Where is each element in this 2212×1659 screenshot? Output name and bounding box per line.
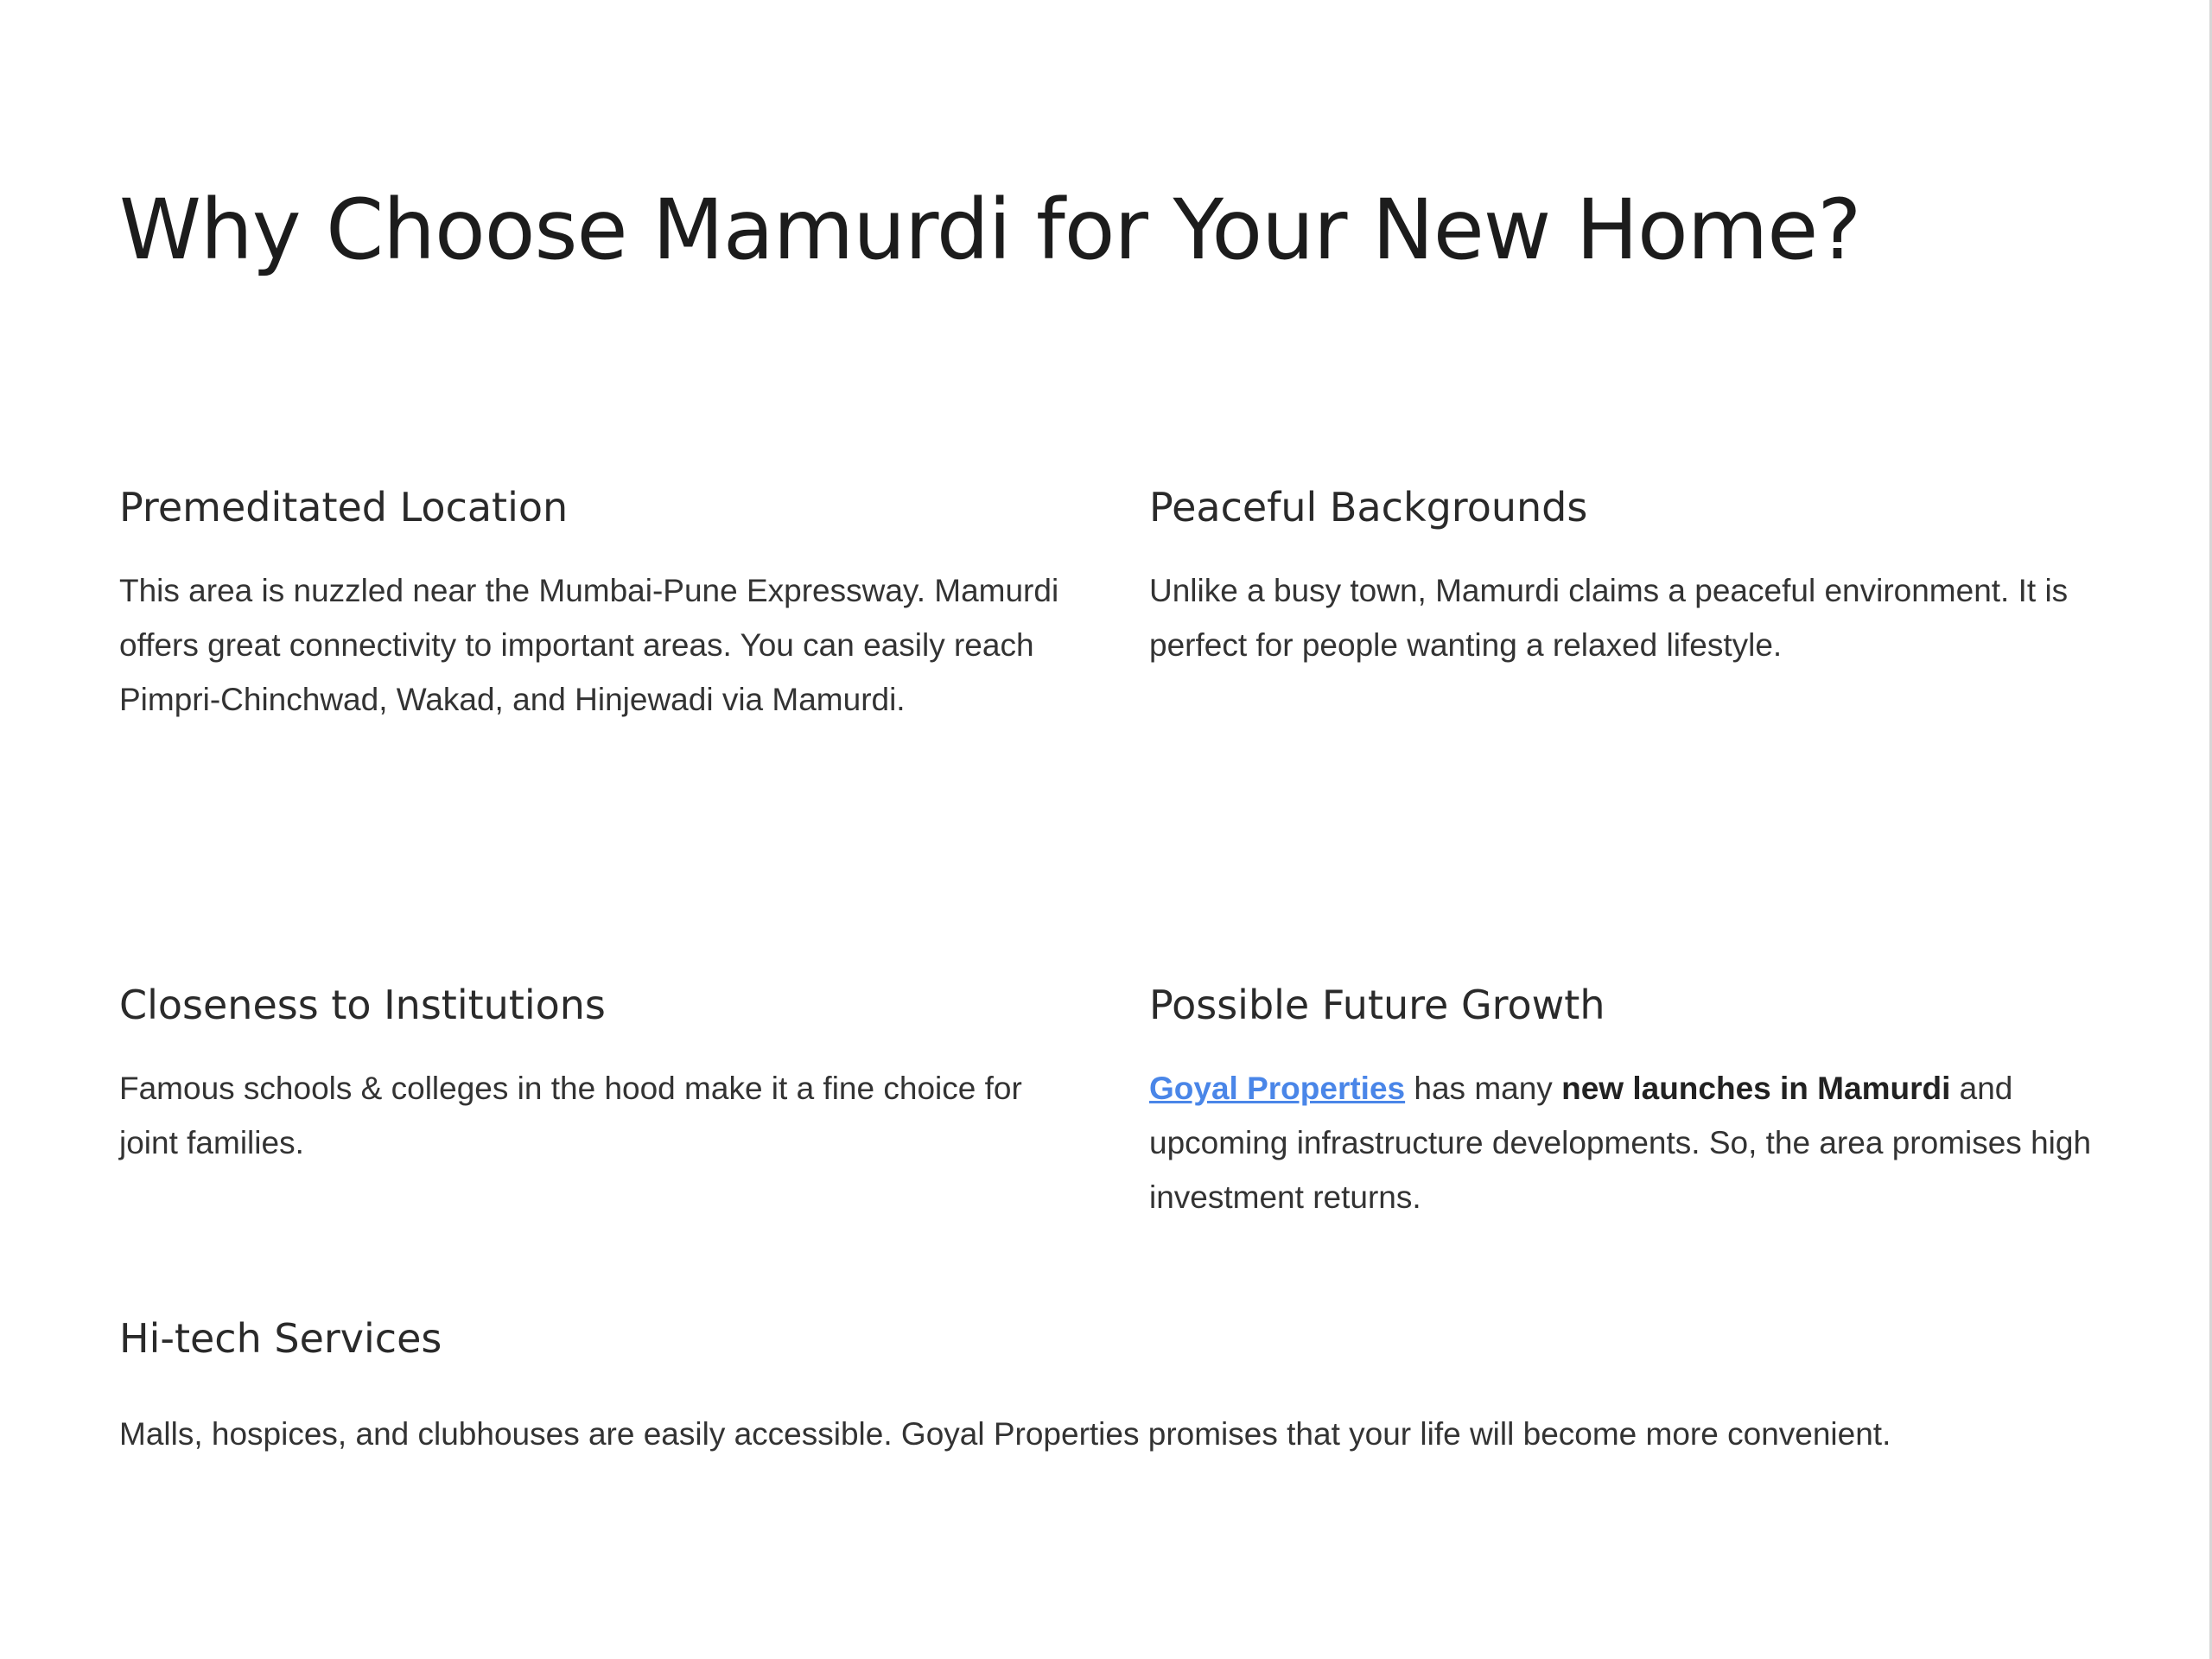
feature-peaceful-backgrounds	[1149, 484, 2117, 672]
feature-hi-tech-services	[119, 1315, 2141, 1461]
feature-text: Malls, hospices, and clubhouses are easily accessible. Goyal Properties promises that your life will become more convenient.	[119, 1416, 1891, 1452]
goyal-properties-link[interactable]: Goyal Properties	[1149, 1071, 1406, 1106]
feature-text-part: has many	[1405, 1071, 1562, 1106]
feature-possible-future-growth	[1149, 982, 2117, 1224]
feature-heading: Closeness to Institutions	[119, 982, 606, 1028]
feature-heading: Peaceful Backgrounds	[1149, 484, 1588, 531]
page-title: Why Choose Mamurdi for Your New Home?	[119, 181, 1861, 278]
feature-heading: Possible Future Growth	[1149, 982, 1605, 1028]
feature-heading: Premeditated Location	[119, 484, 569, 531]
feature-text	[1149, 1061, 2117, 1224]
feature-bold-text: new launches in Mamurdi	[1561, 1071, 1951, 1106]
feature-text: This area is nuzzled near the Mumbai-Pune Expressway. Mamurdi offers great connectivity to important areas. You can easily reach Pimpri-Chinchwad, Wakad, and Hinjewadi via Mamurdi.	[119, 573, 1059, 717]
feature-heading: Hi-tech Services	[119, 1315, 442, 1362]
feature-text-part: and upcoming infrastructure developments. So, the area promises high investment returns.	[1149, 1071, 2092, 1215]
feature-premeditated-location	[119, 484, 1087, 727]
feature-text: Famous schools & colleges in the hood make it a fine choice for joint families.	[119, 1071, 1022, 1160]
feature-text: Unlike a busy town, Mamurdi claims a peaceful environment. It is perfect for people wanting a relaxed lifestyle.	[1149, 573, 2069, 663]
feature-closeness-to-institutions	[119, 982, 1087, 1170]
